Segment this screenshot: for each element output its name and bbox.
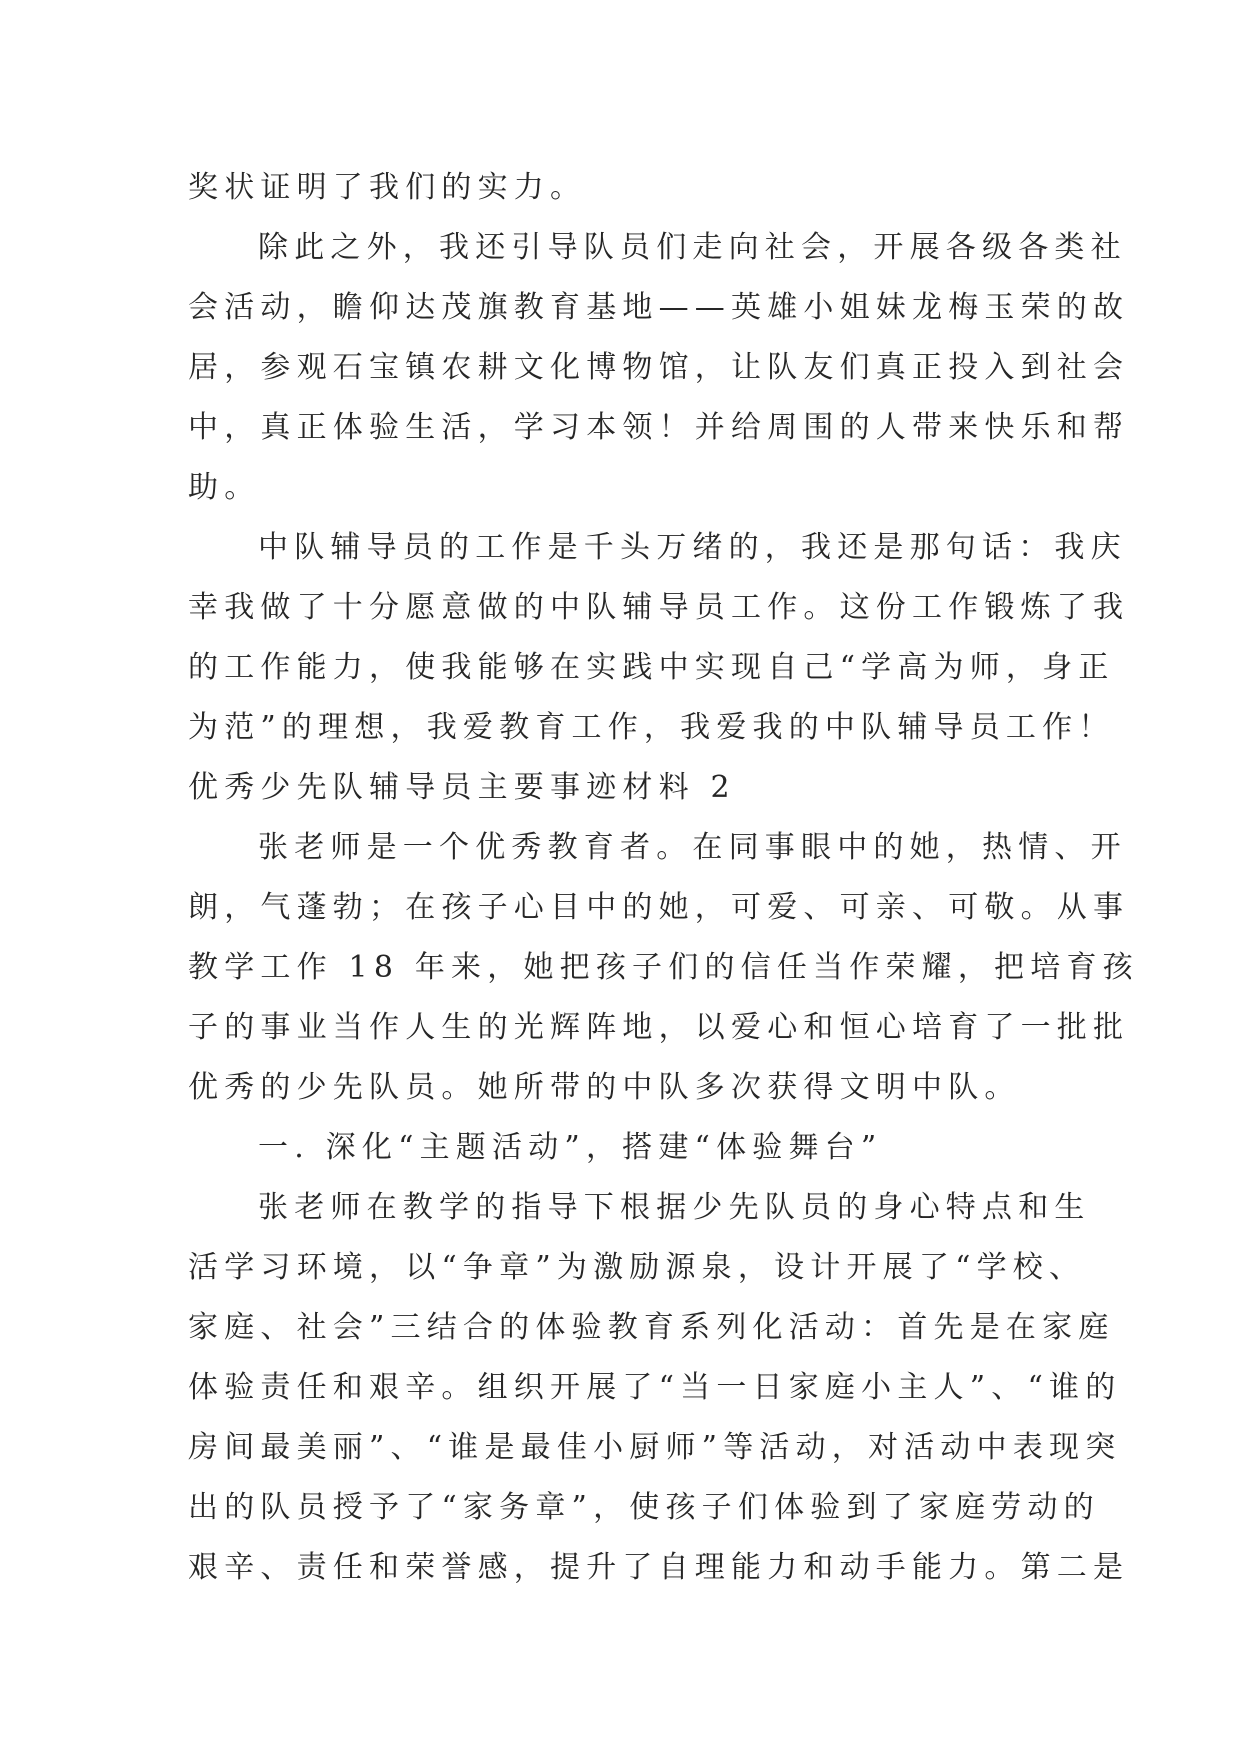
text-line: 优秀少先队辅导员主要事迹材料 2 (188, 770, 736, 805)
text-line: 体验责任和艰辛。组织开展了“当一日家庭小主人”、“谁的 (188, 1370, 1122, 1405)
text-line: 会活动，瞻仰达茂旗教育基地——英雄小姐妹龙梅玉荣的故 (188, 290, 1130, 325)
text-line: 出的队员授予了“家务章”，使孩子们体验到了家庭劳动的 (188, 1490, 1100, 1525)
text-line: 除此之外，我还引导队员们走向社会，开展各级各类社 (258, 230, 1127, 265)
text-line: 奖状证明了我们的实力。 (188, 170, 587, 205)
text-line: 活学习环境，以“争章”为激励源泉，设计开展了“学校、 (188, 1250, 1086, 1285)
text-line: 优秀的少先队员。她所带的中队多次获得文明中队。 (188, 1070, 1021, 1105)
text-line: 幸我做了十分愿意做的中队辅导员工作。这份工作锻炼了我 (188, 590, 1130, 625)
text-line: 助。 (188, 470, 261, 505)
text-line: 中，真正体验生活，学习本领！并给周围的人带来快乐和帮 (188, 410, 1130, 445)
text-line: 居，参观石宝镇农耕文化博物馆，让队友们真正投入到社会 (188, 350, 1130, 385)
text-line: 张老师在教学的指导下根据少先队员的身心特点和生 (258, 1190, 1091, 1225)
text-line: 一. 深化“主题活动”，搭建“体验舞台” (258, 1130, 883, 1165)
text-line: 家庭、社会”三结合的体验教育系列化活动：首先是在家庭 (188, 1310, 1115, 1345)
text-line: 为范”的理想，我爱教育工作，我爱我的中队辅导员工作！ (188, 710, 1115, 745)
text-line: 朗，气蓬勃；在孩子心目中的她，可爱、可亲、可敬。从事 (188, 890, 1130, 925)
text-line: 张老师是一个优秀教育者。在同事眼中的她，热情、开 (258, 830, 1127, 865)
text-line: 的工作能力，使我能够在实践中实现自己“学高为师，身正 (188, 650, 1115, 685)
text-line: 艰辛、责任和荣誉感，提升了自理能力和动手能力。第二是 (188, 1550, 1130, 1585)
text-line: 教学工作 18 年来，她把孩子们的信任当作荣耀，把培育孩 (188, 950, 1139, 985)
text-line: 中队辅导员的工作是千头万绪的，我还是那句话：我庆 (258, 530, 1127, 565)
text-line: 房间最美丽”、“谁是最佳小厨师”等活动，对活动中表现突 (188, 1430, 1122, 1465)
document-body (188, 158, 1139, 1598)
text-line: 子的事业当作人生的光辉阵地，以爱心和恒心培育了一批批 (188, 1010, 1130, 1045)
